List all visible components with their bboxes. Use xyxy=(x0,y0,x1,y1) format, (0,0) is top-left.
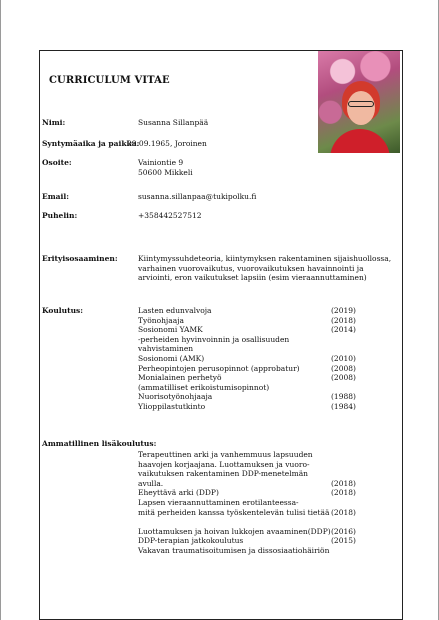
training-year: (2015) xyxy=(331,536,356,546)
birth-value: 09.09.1965, Joroinen xyxy=(127,139,207,148)
education-item: Sosionomi YAMK xyxy=(138,325,203,335)
training-year: (2018) xyxy=(331,507,356,517)
education-list xyxy=(138,306,300,412)
specialty-line: varhainen vuorovaikutus, vuorovaikutuksen havainnointi ja xyxy=(138,263,364,273)
email-label: Email: xyxy=(42,192,69,201)
education-item: Sosionomi (AMK) xyxy=(138,353,205,363)
education-year: (2019) xyxy=(331,306,356,315)
photo-glasses xyxy=(348,101,374,107)
birth-label: Syntymäaika ja paikka: xyxy=(42,139,140,148)
photo-shirt xyxy=(330,129,390,153)
training-year xyxy=(331,517,356,527)
training-year xyxy=(331,469,356,479)
education-year: (1988) xyxy=(331,392,356,402)
education-label: Koulutus: xyxy=(42,306,84,315)
training-item: mitä perheiden kanssa työskentelevän tulisi tietää xyxy=(138,507,330,517)
address-line: 50600 Mikkeli xyxy=(138,167,193,177)
training-year xyxy=(331,546,356,556)
training-item: Lapsen vieraannuttaminen erotilanteessa- xyxy=(138,497,299,507)
specialties-label: Erityisosaaminen: xyxy=(42,254,118,263)
training-item xyxy=(138,517,331,527)
education-year: (1984) xyxy=(331,401,356,411)
education-year: (2008) xyxy=(331,363,356,373)
education-item: Ylioppilastutkinto xyxy=(138,401,206,411)
training-item: vaikutuksen rakentaminen DDP-menetelmän xyxy=(138,469,309,479)
education-year: (2018) xyxy=(331,315,356,325)
training-item: DDP-terapian jatkokoulutus xyxy=(138,536,244,546)
name-label: Nimi: xyxy=(42,118,66,127)
education-item: -perheiden hyvinvoinnin ja osallisuuden xyxy=(138,334,290,344)
education-year: (2014) xyxy=(331,325,356,335)
specialties-text xyxy=(138,254,391,283)
education-year: (2008) xyxy=(331,373,356,383)
education-year: (2010) xyxy=(331,353,356,363)
phone-label: Puhelin: xyxy=(42,211,78,220)
further-training-years xyxy=(331,450,356,556)
education-year xyxy=(331,335,356,345)
education-years xyxy=(331,306,356,412)
education-item: Monialainen perhetyö xyxy=(138,373,222,383)
further-training-list xyxy=(138,450,331,556)
education-item: Nuorisotyönohjaaja xyxy=(138,392,213,402)
training-year xyxy=(331,460,356,470)
specialty-line: Kiintymyssuhdeteoria, kiintymyksen rakentaminen sijaishuollossa, xyxy=(138,254,392,263)
photo-face xyxy=(347,91,375,125)
training-year: (2016) xyxy=(331,526,356,536)
email-value: susanna.sillanpaa@tukipolku.fi xyxy=(138,192,257,201)
training-year: (2018) xyxy=(331,488,356,498)
education-year xyxy=(331,383,356,393)
training-item: avulla. xyxy=(138,478,164,488)
name-value: Susanna Sillanpää xyxy=(138,118,209,127)
education-item: vahvistaminen xyxy=(138,344,194,354)
training-item: Terapeuttinen arki ja vanhemmuus lapsuuden xyxy=(138,450,313,459)
address-label: Osoite: xyxy=(42,158,72,167)
education-item: Lasten edunvalvoja xyxy=(138,306,212,315)
education-item: Työnohjaaja xyxy=(138,315,184,325)
education-item: (ammatilliset erikoistumisopinnot) xyxy=(138,382,270,392)
training-item: haavojen korjaajana. Luottamuksen ja vuoro- xyxy=(138,459,310,469)
portrait-photo xyxy=(318,51,400,153)
address-value xyxy=(138,158,193,177)
cv-title: CURRICULUM VITAE xyxy=(49,75,170,86)
training-year xyxy=(331,450,356,460)
education-item: Perheopintojen perusopinnot (approbatur) xyxy=(138,363,300,373)
phone-value: +358442527512 xyxy=(138,211,202,220)
training-item: Luottamuksen ja hoivan lukkojen avaaminen(DDP) xyxy=(138,526,331,536)
training-item: Eheyttävä arki (DDP) xyxy=(138,488,219,498)
training-year: (2018) xyxy=(331,478,356,488)
education-year xyxy=(331,344,356,354)
further-training-label: Ammatillinen lisäkoulutus: xyxy=(42,439,157,448)
specialty-line: arviointi, eron vaikutukset lapsiin (esim vieraannuttaminen) xyxy=(138,273,367,283)
training-year xyxy=(331,498,356,508)
address-line: Vainiontie 9 xyxy=(138,158,184,167)
training-item: Vakavan traumatisoitumisen ja dissosiaatiohäiriön xyxy=(138,545,330,555)
